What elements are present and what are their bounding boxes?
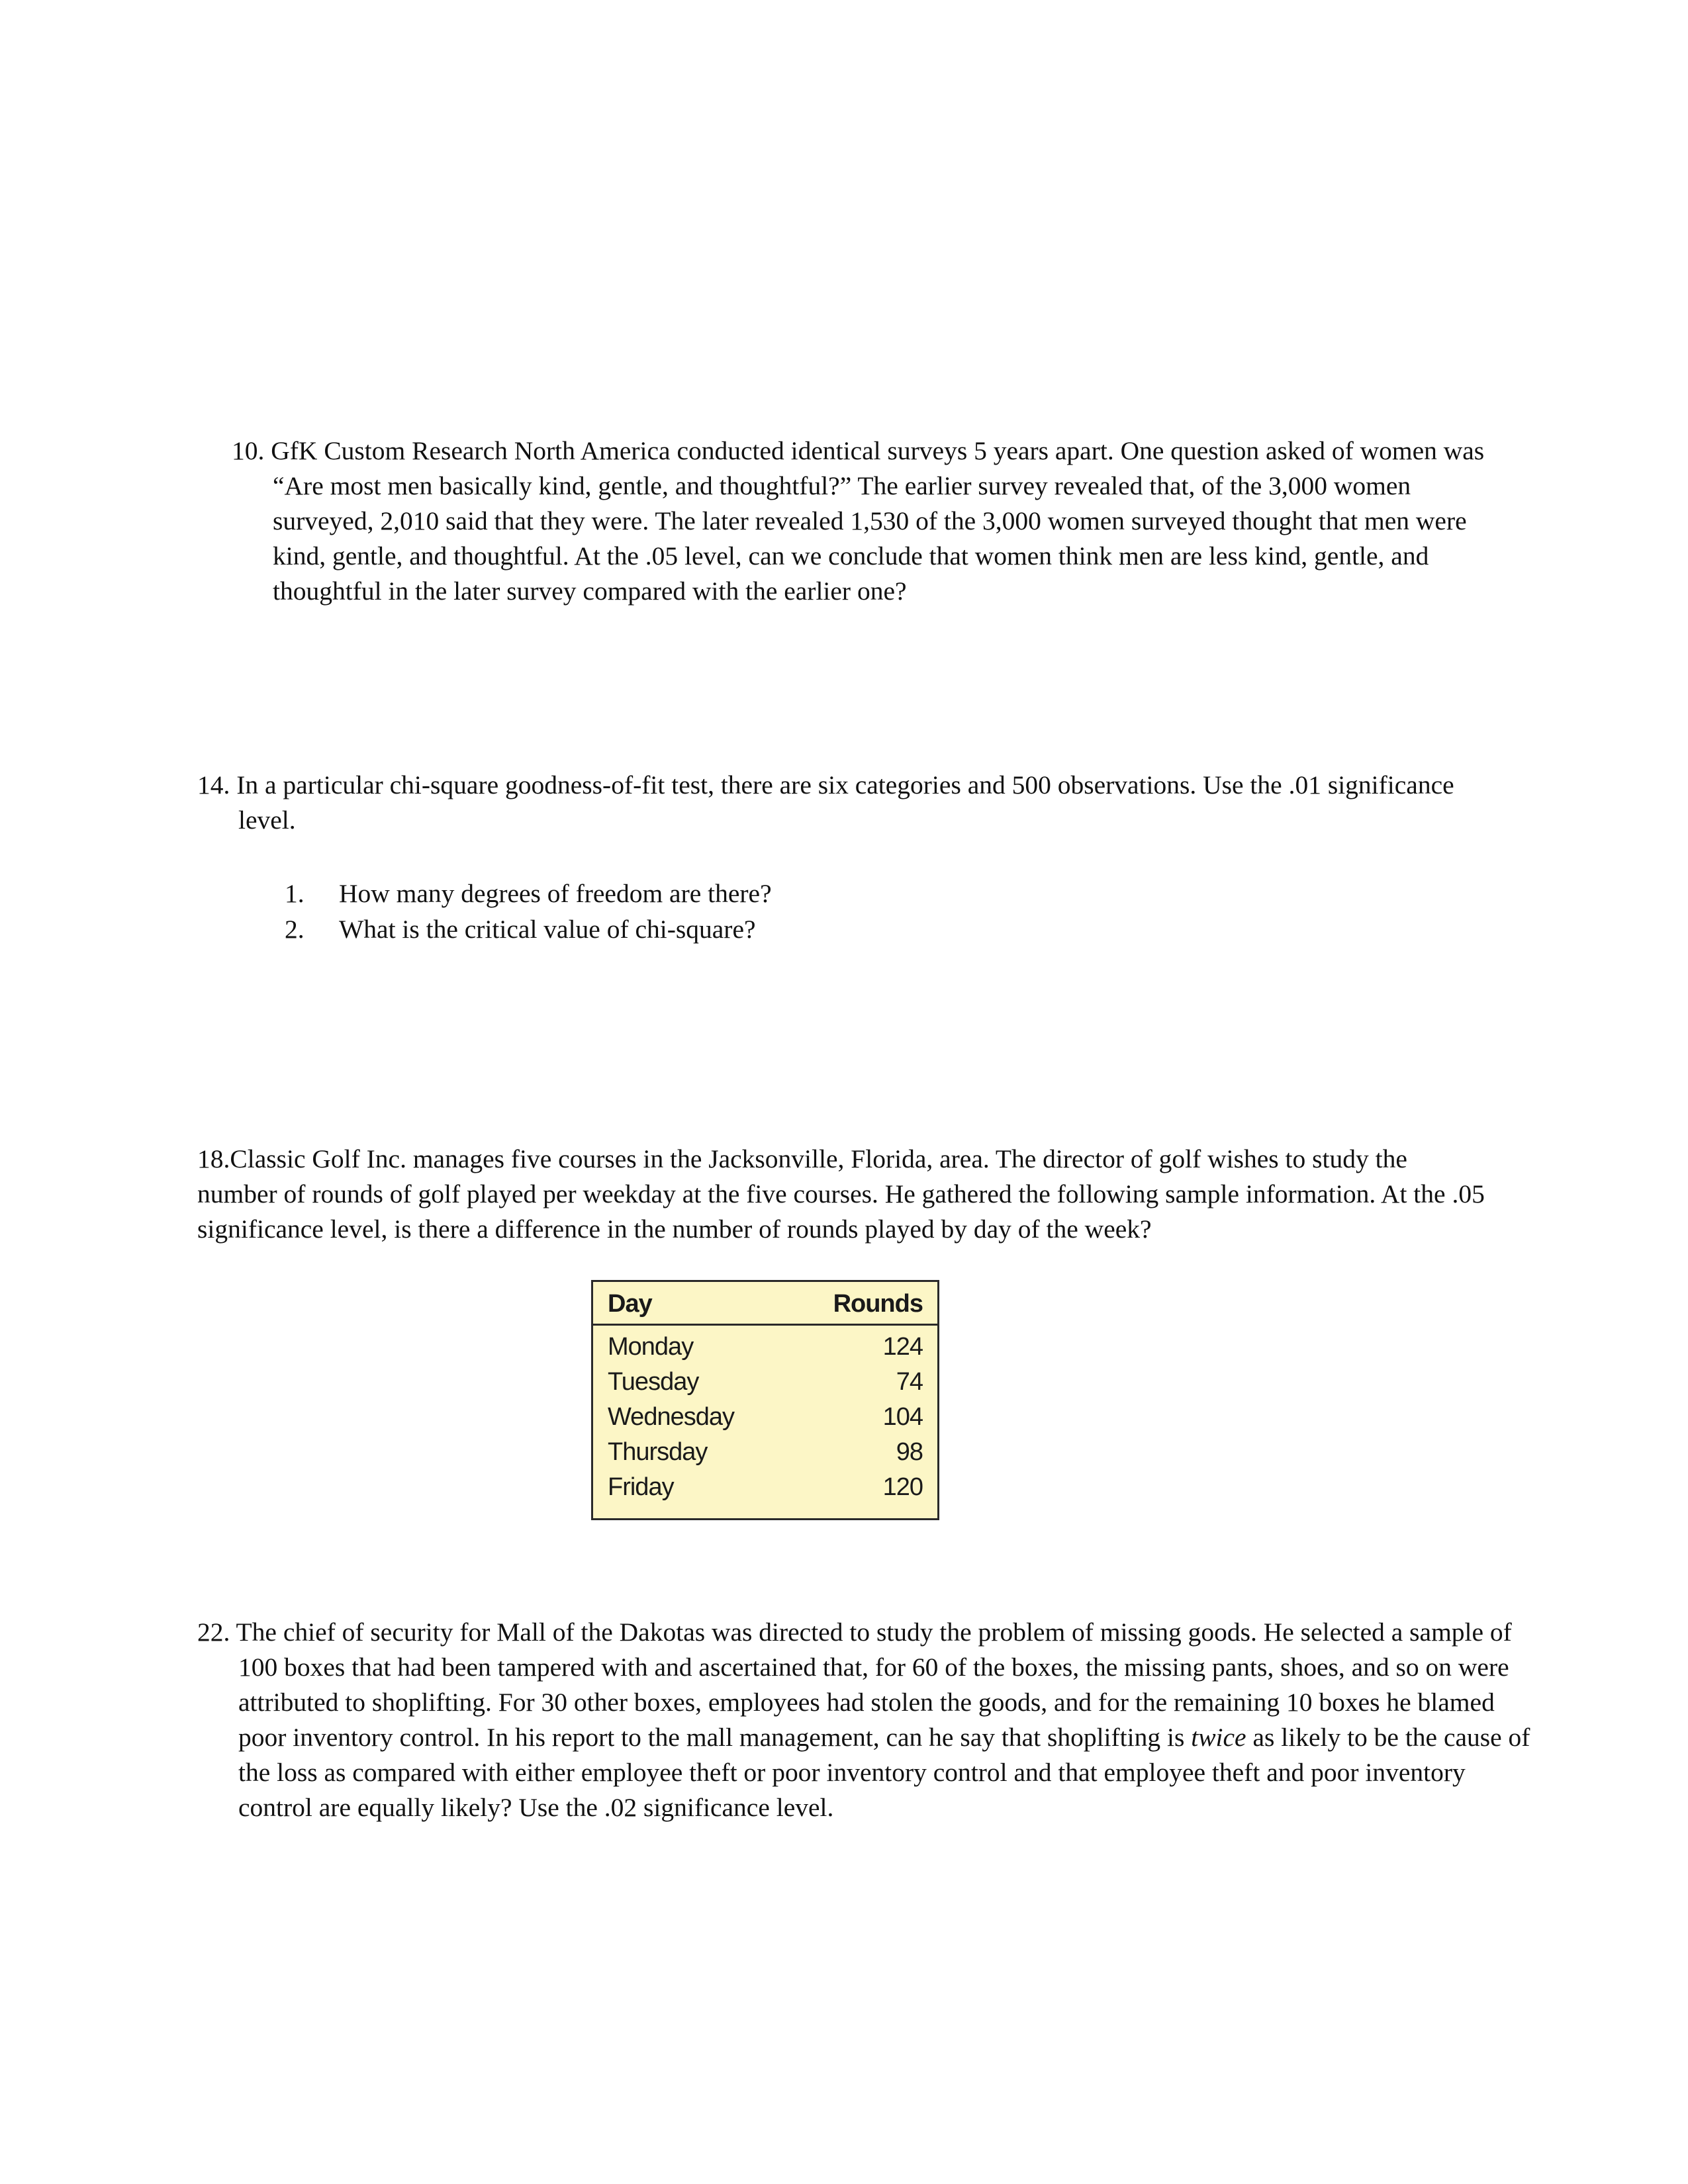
- question-14-subitems: [285, 876, 772, 947]
- cell-day: Thursday: [608, 1438, 708, 1466]
- question-18-text: Classic Golf Inc. manages five courses in the Jacksonville, Florida, area. The director of golf wishes to study the number of rounds of golf played per weekday at the five courses. He gathered the following sample information. At the .05 significance level, is there a difference in the number of rounds played by day of the week?: [197, 1144, 1485, 1244]
- header-day: Day: [593, 1282, 788, 1325]
- question-22: [197, 1615, 1536, 1825]
- table-header-row: [593, 1282, 937, 1325]
- table-row: [593, 1400, 937, 1435]
- cell-rounds: 120: [882, 1473, 923, 1501]
- cell-day: Monday: [608, 1333, 694, 1361]
- question-10: [232, 433, 1517, 609]
- cell-rounds: 98: [896, 1438, 923, 1466]
- question-14-number: 14.: [197, 770, 230, 799]
- question-10-text: GfK Custom Research North America conducted identical surveys 5 years apart. One question asked of women was “Are most men basically kind, gentle, and thoughtful?” The earlier survey revealed that, of the 3,000 women surveyed, 2,010 said that they were. The later revealed 1,530 of the 3,000 women surveyed thought that men were kind, gentle, and thoughtful. At the .05 level, can we conclude that women think men are less kind, gentle, and thoughtful in the later survey compared with the earlier one?: [271, 436, 1485, 606]
- table-row: [593, 1325, 937, 1365]
- cell-rounds: 104: [882, 1403, 923, 1431]
- cell-day: Tuesday: [608, 1368, 699, 1396]
- cell-rounds: 124: [882, 1333, 923, 1361]
- question-18-number: 18.: [197, 1144, 230, 1173]
- question-14-subitem-2: [285, 911, 772, 947]
- question-22-emphasis: twice: [1191, 1723, 1246, 1752]
- table-row: [593, 1470, 937, 1505]
- header-rounds: Rounds: [788, 1282, 937, 1325]
- question-18: [197, 1142, 1488, 1247]
- table-row: [593, 1435, 937, 1470]
- question-22-text-after: as likely to be the cause of the loss as compared with either employee theft or poor inventory control and that employee theft and poor inventory control are equally likely? Use the .02 significance level.: [238, 1723, 1530, 1822]
- question-22-text-before: The chief of security for Mall of the Dakotas was directed to study the problem of missing goods. He selected a sample of 100 boxes that had been tampered with and ascertained that, for 60 of the boxes, the missing pants, shoes, and so on were attributed to shoplifting. For 30 other boxes, employees had stolen the goods, and for the remaining 10 boxes he blamed poor inventory control. In his report to the mall management, can he say that shoplifting is: [236, 1617, 1512, 1752]
- question-22-number: 22.: [197, 1617, 230, 1647]
- question-14-text: In a particular chi-square goodness-of-fit test, there are six categories and 500 observations. Use the .01 significance level.: [236, 770, 1454, 835]
- rounds-table: [591, 1280, 939, 1520]
- subitem-text: How many degrees of freedom are there?: [339, 879, 772, 908]
- subitem-number: 2.: [285, 915, 305, 944]
- cell-day: Wednesday: [608, 1403, 734, 1431]
- cell-day: Friday: [608, 1473, 674, 1501]
- subitem-number: 1.: [285, 879, 305, 908]
- question-14-subitem-1: [285, 876, 772, 911]
- cell-rounds: 74: [896, 1368, 923, 1396]
- question-10-number: 10.: [232, 436, 265, 465]
- question-14: [197, 768, 1470, 838]
- rounds-table-grid: [593, 1282, 937, 1505]
- table-row: [593, 1365, 937, 1400]
- subitem-text: What is the critical value of chi-square?: [339, 915, 756, 944]
